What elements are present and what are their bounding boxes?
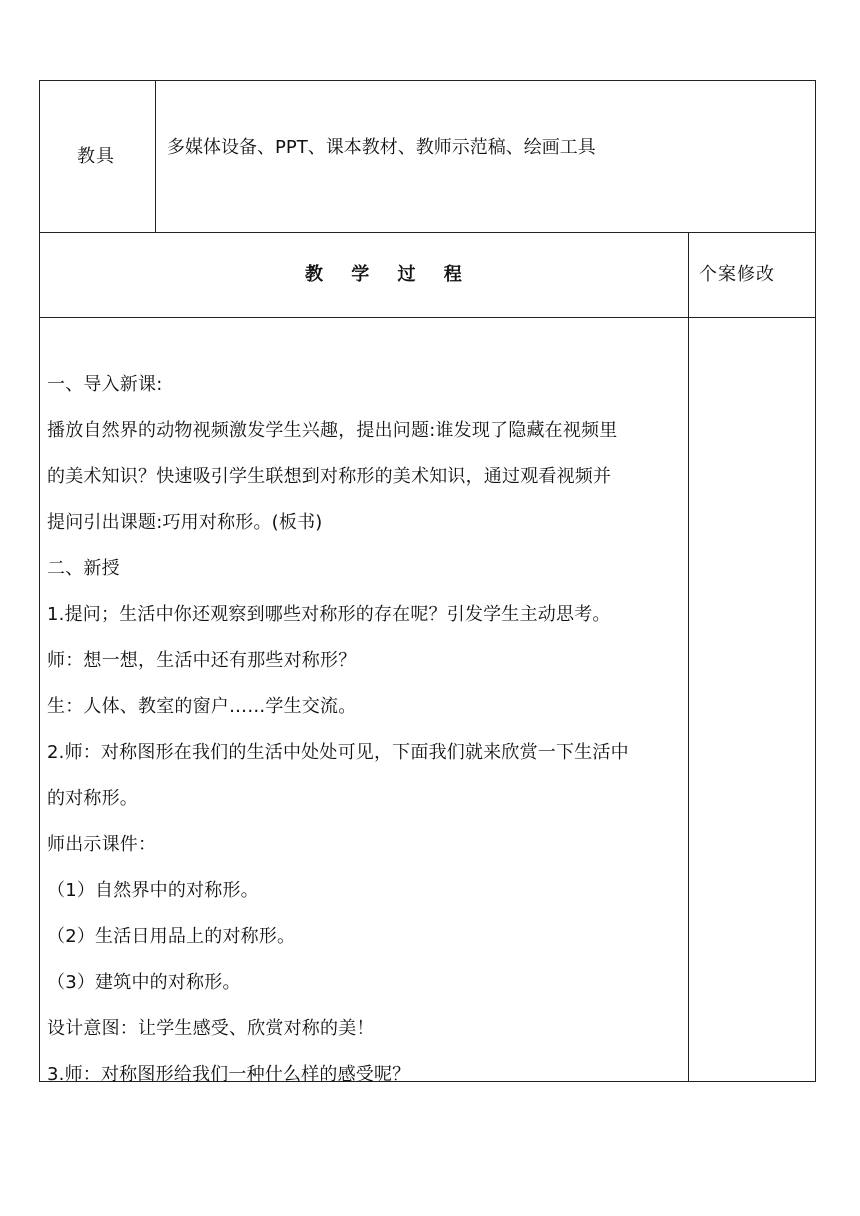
content-line: 师出示课件：: [47, 834, 157, 855]
row-divider-process-header: [39, 317, 816, 318]
content-line: 师：想一想，生活中还有那些对称形？: [47, 650, 357, 671]
content-line: 播放自然界的动物视频激发学生兴趣，提出问题:谁发现了隐藏在视频里: [47, 420, 618, 441]
content-line: 的美术知识？快速吸引学生联想到对称形的美术知识，通过观看视频并: [47, 466, 612, 487]
content-line: 设计意图：让学生感受、欣赏对称的美！: [47, 1018, 375, 1039]
content-line: 3.师：对称图形给我们一种什么样的感受呢？: [47, 1064, 411, 1085]
teaching-process-content: [47, 373, 687, 1109]
column-divider-tools: [155, 80, 156, 232]
tools-label: 教具: [77, 146, 115, 167]
content-line: 生：人体、教室的窗户……学生交流。: [47, 696, 357, 717]
case-revision-title: 个案修改: [699, 264, 775, 285]
column-divider-revision: [688, 232, 689, 1082]
teaching-process-title: 教 学 过 程: [305, 264, 473, 285]
content-line: 1.提问；生活中你还观察到哪些对称形的存在呢？引发学生主动思考。: [47, 604, 611, 625]
content-line: 一、导入新课:: [47, 374, 163, 395]
content-line: （3）建筑中的对称形。: [47, 972, 241, 993]
content-line: （1）自然界中的对称形。: [47, 880, 259, 901]
content-line: 提问引出课题:巧用对称形。(板书): [47, 512, 323, 533]
tools-value: 多媒体设备、PPT、课本教材、教师示范稿、绘画工具: [167, 137, 596, 158]
content-line: 的对称形。: [47, 788, 138, 809]
content-line: 二、新授: [47, 558, 120, 579]
content-line: （2）生活日用品上的对称形。: [47, 926, 296, 947]
row-divider-tools: [39, 232, 816, 233]
content-line: 2.师：对称图形在我们的生活中处处可见，下面我们就来欣赏一下生活中: [47, 742, 629, 763]
